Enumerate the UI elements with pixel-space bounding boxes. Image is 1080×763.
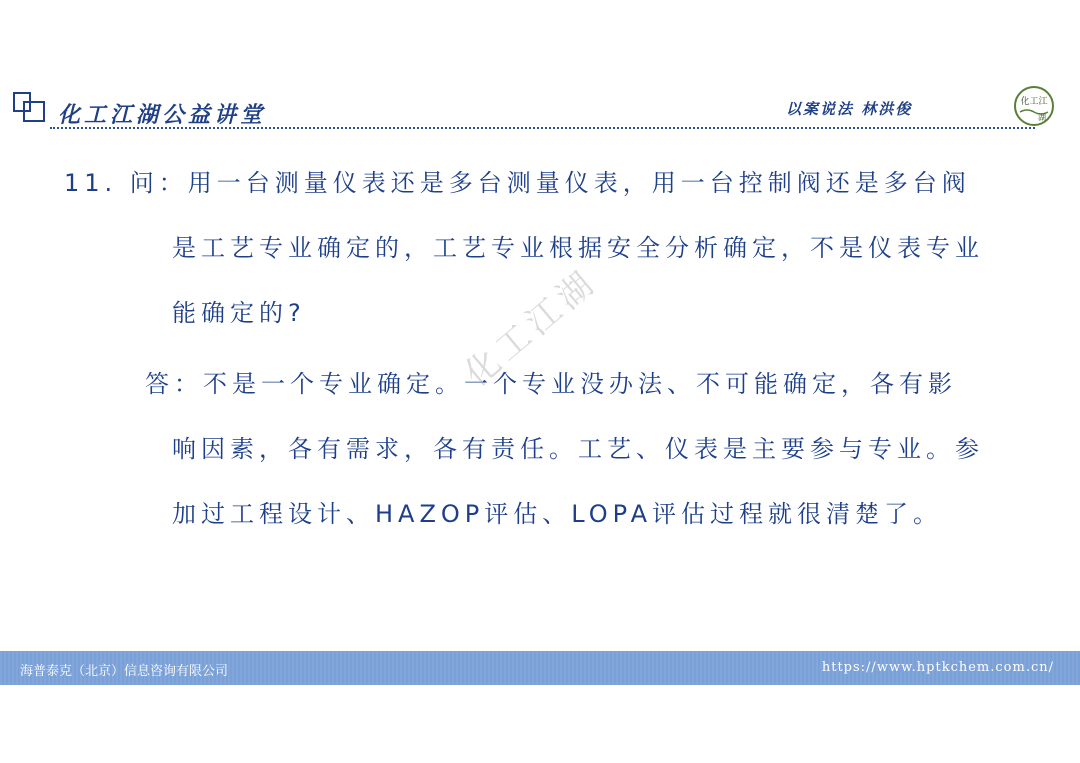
answer-line-2: 响因素，各有需求，各有责任。工艺、仪表是主要参与专业。参: [172, 435, 984, 463]
header-squares-icon: [13, 92, 47, 122]
footer-company: 海普泰克（北京）信息咨询有限公司: [20, 664, 229, 679]
question-line-1: 11. 问：用一台测量仪表还是多台测量仪表，用一台控制阀还是多台阀: [64, 169, 971, 197]
question-line-3: 能确定的?: [172, 299, 306, 327]
footer-bar: [0, 651, 1080, 685]
author-label: 以案说法 林洪俊: [786, 100, 913, 118]
answer-line-3: 加过工程设计、HAZOP评估、LOPA评估过程就很清楚了。: [172, 500, 943, 528]
watermark: 化工江湖: [457, 261, 606, 395]
question-line-2: 是工艺专业确定的，工艺专业根据安全分析确定，不是仪表专业: [172, 234, 984, 262]
header-divider: [50, 127, 1035, 129]
footer-url-link[interactable]: https://www.hptkchem.com.cn/: [821, 660, 1054, 675]
logo-icon: [1012, 84, 1056, 128]
svg-text:化工江: 化工江: [1020, 97, 1048, 107]
svg-text:湖: 湖: [1038, 113, 1046, 122]
brand-title: 化工江湖公益讲堂: [58, 102, 267, 128]
answer-line-1: 答：不是一个专业确定。一个专业没办法、不可能确定，各有影: [145, 370, 957, 398]
